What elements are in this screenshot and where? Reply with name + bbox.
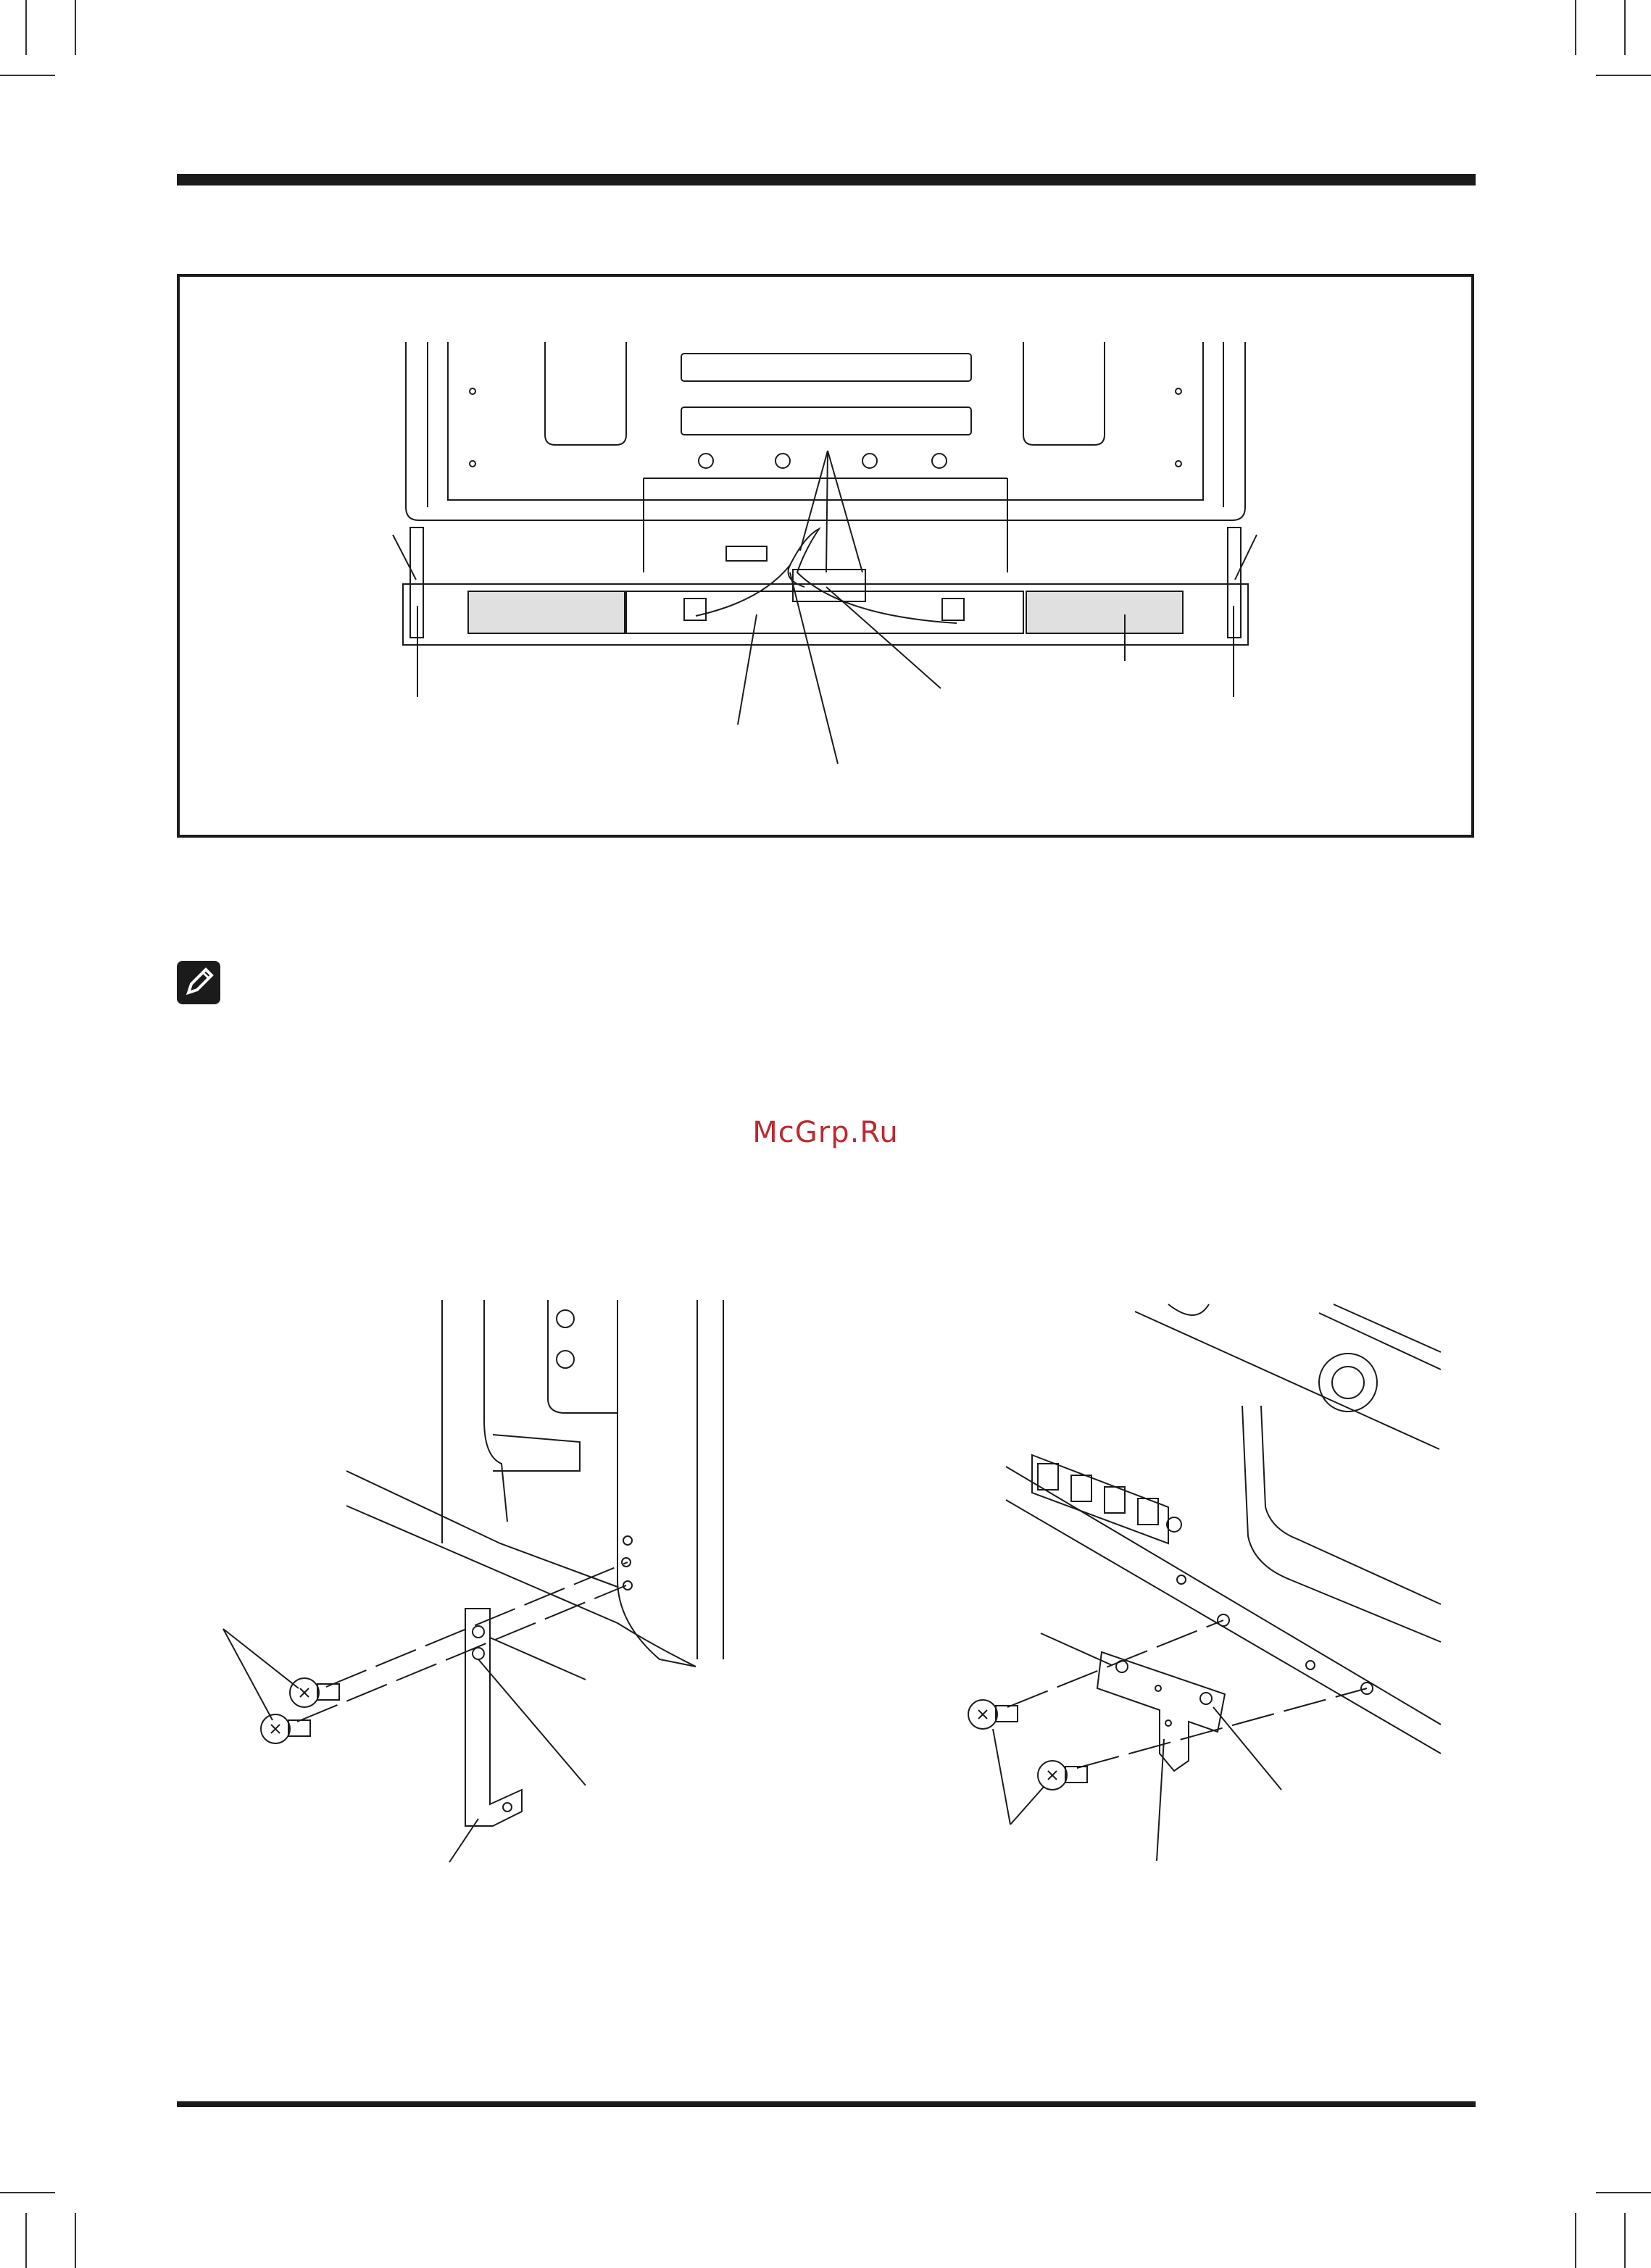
footer-rule xyxy=(177,2101,1476,2107)
watermark-text: McGrp.Ru xyxy=(752,1116,899,1149)
